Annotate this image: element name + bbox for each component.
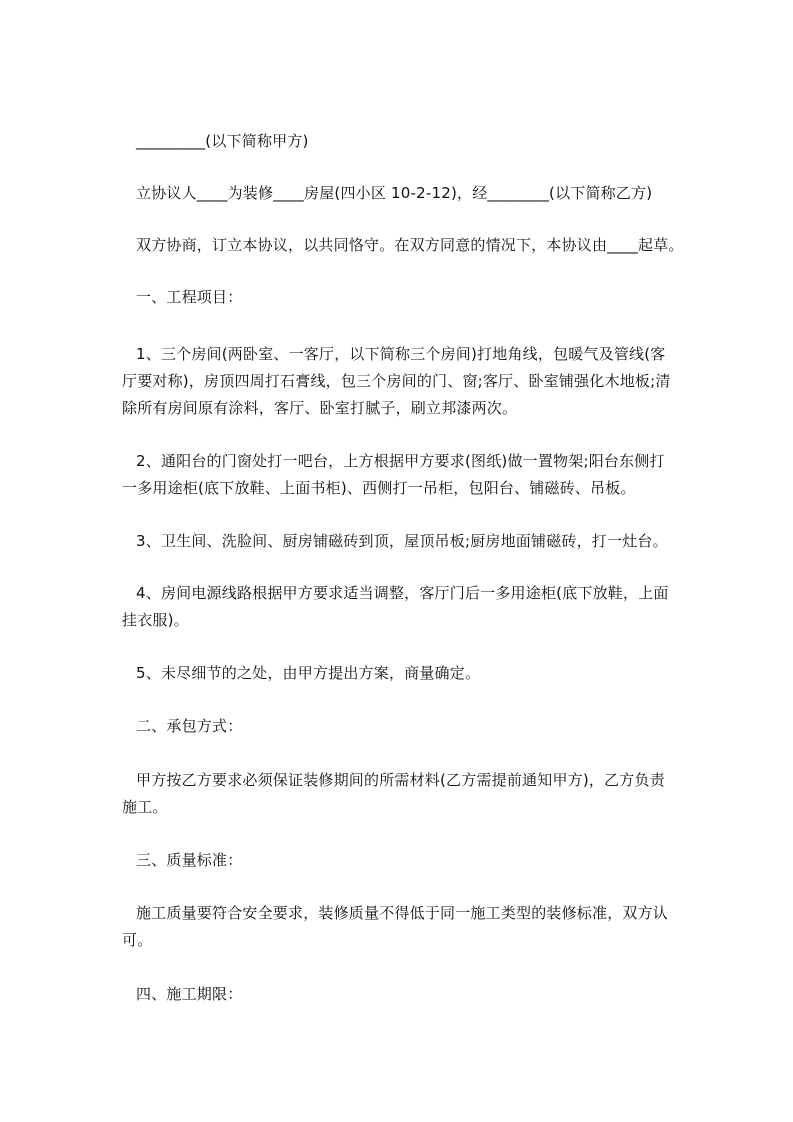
project-item-4-line-2: 挂衣服)。: [122, 611, 189, 629]
party-a-line: _________(以下简称甲方): [136, 132, 309, 150]
agreement-intro-line: 立协议人____为装修____房屋(四小区 10-2-12)，经________(以下简称乙方): [136, 184, 653, 202]
agreement-consensus-line: 双方协商，订立本协议，以共同恪守。在双方同意的情况下，本协议由____起草。: [136, 236, 684, 254]
project-item-1-line-1: 1、三个房间(两卧室、一客厅，以下简称三个房间)打地角线，包暖气及管线(客: [136, 345, 666, 363]
quality-line-2: 可。: [122, 931, 153, 949]
project-item-2-line-2: 一多用途柜(底下放鞋、上面书柜)、西侧打一吊柜，包阳台、铺磁砖、吊板。: [122, 479, 636, 497]
project-item-1-line-2: 厅要对称)，房顶四周打石膏线，包三个房间的门、窗;客厅、卧室铺强化木地板;清: [122, 372, 671, 390]
quality-line-1: 施工质量要符合安全要求，装修质量不得低于同一施工类型的装修标准，双方认: [136, 904, 669, 922]
project-item-1-line-3: 除所有房间原有涂料，客厅、卧室打腻子，刷立邦漆两次。: [122, 399, 518, 417]
project-item-3: 3、卫生间、洗脸间、厨房铺磁砖到顶，屋顶吊板;厨房地面铺磁砖，打一灶台。: [136, 532, 668, 550]
section-heading-construction-period: 四、施工期限：: [136, 985, 243, 1003]
project-item-2-line-1: 2、通阳台的门窗处打一吧台，上方根据甲方要求(图纸)做一置物架;阳台东侧打: [136, 452, 665, 470]
section-heading-contract-method: 二、承包方式：: [136, 717, 243, 735]
contract-method-line-2: 施工。: [122, 798, 168, 816]
section-heading-project: 一、工程项目：: [136, 288, 243, 306]
project-item-5: 5、未尽细节的之处，由甲方提出方案，商量确定。: [136, 664, 481, 682]
section-heading-quality: 三、质量标准：: [136, 851, 243, 869]
contract-method-line-1: 甲方按乙方要求必须保证装修期间的所需材料(乙方需提前通知甲方)，乙方负责: [136, 771, 665, 789]
project-item-4-line-1: 4、房间电源线路根据甲方要求适当调整，客厅门后一多用途柜(底下放鞋，上面: [136, 584, 669, 602]
